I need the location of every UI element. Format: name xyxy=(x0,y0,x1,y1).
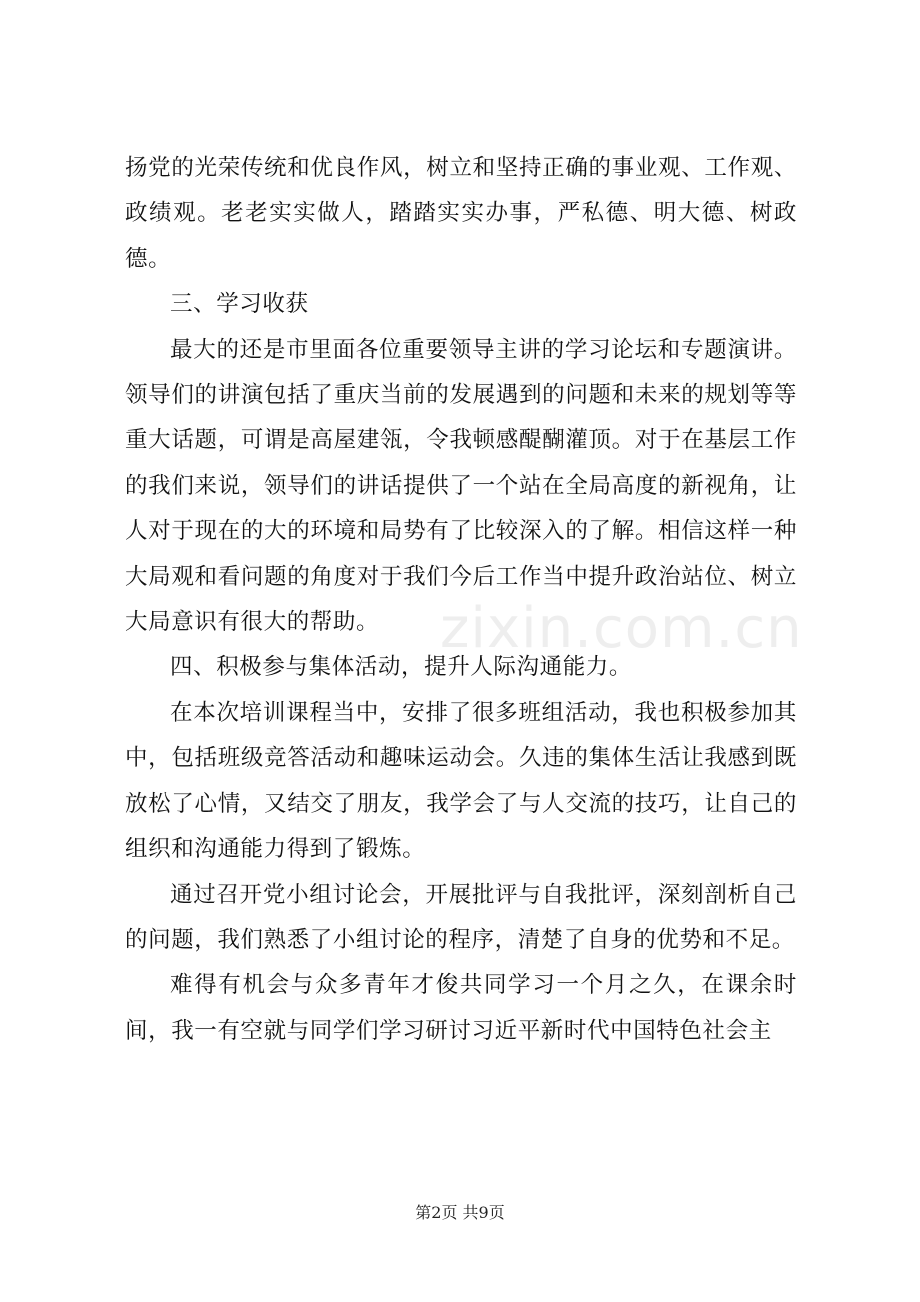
paragraph-4: 通过召开党小组讨论会，开展批评与自我批评，深刻剖析自己的问题，我们熟悉了小组讨论的程序，清楚了自身的优势和不足。 xyxy=(125,881,797,953)
section-heading-4: 四、积极参与集体活动，提升人际沟通能力。 xyxy=(170,654,633,681)
paragraph-2: 最大的还是市里面各位重要领导主讲的学习论坛和专题演讲。领导们的讲演包括了重庆当前的发展遇到的问题和未来的规划等等重大话题，可谓是高屋建瓴，令我顿感醍醐灌顶。对于在基层工作的我们来说，领导们的讲话提供了一个站在全局高度的新视角，让人对于现在的大的环境和局势有了比较深入的了解。相信这样一种大局观和看问题的角度对于我们今后工作当中提升政治站位、树立大局意识有很大的帮助。 xyxy=(125,336,797,636)
document-body xyxy=(125,146,797,1054)
page-footer: 第2页 共9页 xyxy=(415,1203,505,1222)
section-heading-3: 三、学习收获 xyxy=(170,291,309,318)
paragraph-5: 难得有机会与众多青年才俊共同学习一个月之久，在课余时间，我一有空就与同学们学习研讨习近平新时代中国特色社会主 xyxy=(125,972,797,1044)
paragraph-3: 在本次培训课程当中，安排了很多班组活动，我也积极参加其中，包括班级竞答活动和趣味运动会。久违的集体生活让我感到既放松了心情，又结交了朋友，我学会了与人交流的技巧，让自己的组织和沟通能力得到了锻炼。 xyxy=(125,699,797,863)
watermark: zixin.com.cn xyxy=(440,596,803,661)
paragraph-1: 扬党的光荣传统和优良作风，树立和坚持正确的事业观、工作观、政绩观。老老实实做人，踏踏实实办事，严私德、明大德、树政德。 xyxy=(125,155,797,272)
